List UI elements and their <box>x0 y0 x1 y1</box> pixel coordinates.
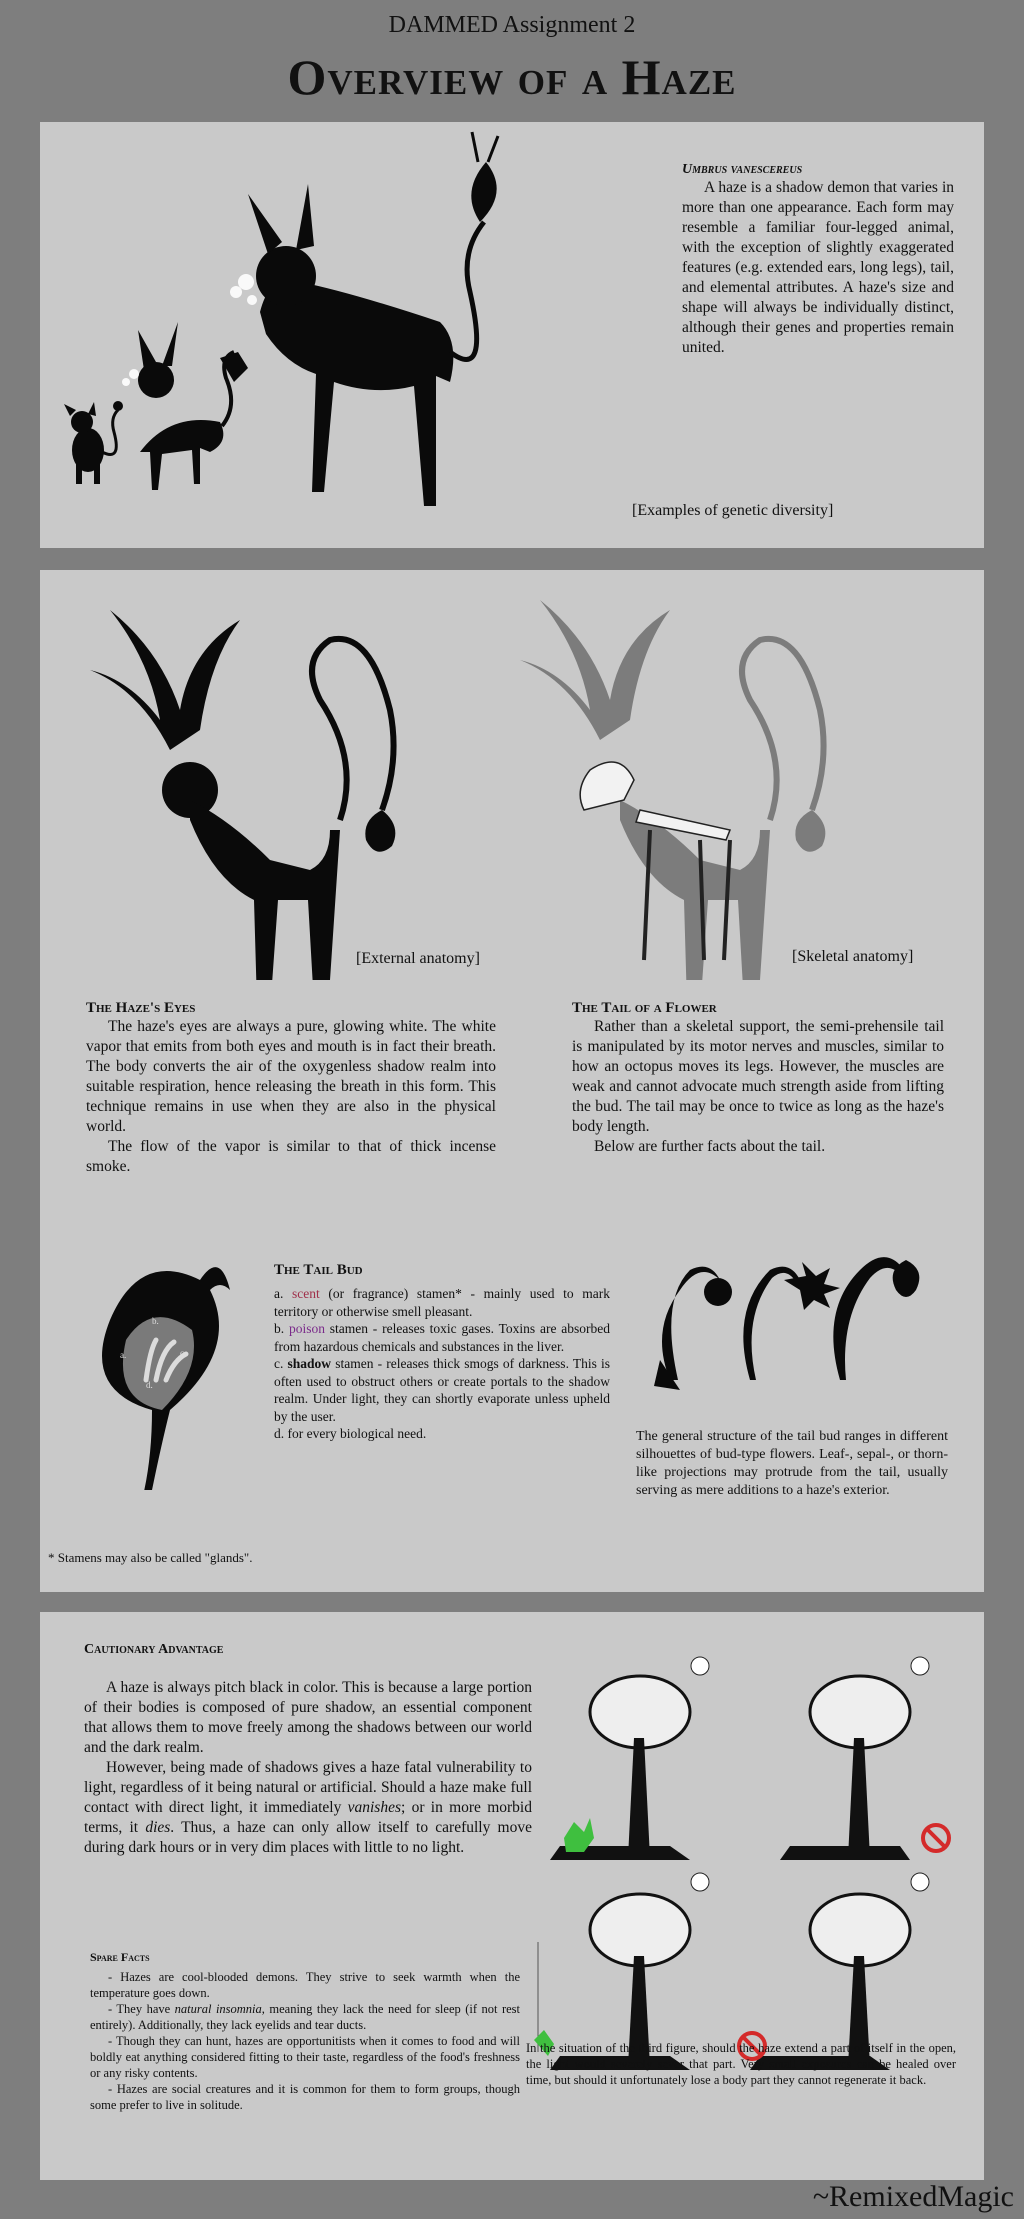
bud-structure-text: The general structure of the tail bud ranges in different silhouettes of bud-type flowers. Leaf-, sepal-, or thorn-like projections may protrude from the tail, usually serving as mere additions to a haze's exterior. <box>636 1429 948 1498</box>
caution-panel <box>40 1612 984 2180</box>
stamen-b: b. poison stamen - releases toxic gases. Toxins are absorbed from hazardous chemicals and substances in the liver. <box>274 1321 611 1354</box>
page-title: Overview of a Haze <box>287 49 737 105</box>
species-description <box>682 162 954 358</box>
poison-word: poison <box>288 1321 325 1336</box>
artist-signature: ~RemixedMagic <box>812 2180 1014 2213</box>
spare-facts-list: - Hazes are cool-blooded demons. They strive to seek warmth when the temperature goes down. - They have natural insomnia, meaning they lack the need for sleep (if not rest entirely). Additionally, they lack eyelids and tear ducts. - Though they can hunt, hazes are opportunitists when it comes to food and will boldly eat anything considered fitting to their taste, regardless of the food's freshness or any risky contents. - Hazes are social creatures and it is common for them to form groups, though some prefer to live in solitude. <box>90 1970 520 2112</box>
bud-silhouettes <box>640 1230 960 1390</box>
tail-bud-list <box>274 1285 610 1443</box>
vanishes-word: vanishes <box>347 1799 401 1816</box>
anatomy-illustration <box>60 590 960 980</box>
tail-bud-heading: The Tail Bud <box>274 1262 363 1278</box>
eyes-text: The haze's eyes are always a pure, glowing white. The white vapor that emits from both eyes and mouth is in fact their breath. The body converts the air of the oxygenless shadow realm into suitable respiration, hence releasing the breath in this form. This technique remains in use when they are also in the physical world. The flow of the vapor is similar to that of thick incense smoke. <box>86 1018 496 1175</box>
assignment-subtitle: DAMMED Assignment 2 <box>388 12 636 38</box>
bud-label-c: c. <box>180 1348 187 1358</box>
caution-text: A haze is always pitch black in color. This is because a large portion of their bodies is composed of pure shadow, an essential component that allows them to move freely among the shadows between our world and the dark realm. However, being made of shadows gives a haze fatal vulnerability to light, regardless of it being natural or artificial. Should a haze make full contact with direct light, it immediately vanishes; or in more morbid terms, it dies. Thus, a haze can only allow itself to carefully move during dark hours or in very dim places with little to no light. <box>84 1679 532 1856</box>
intro-panel <box>40 122 984 548</box>
tail-text: Rather than a skeletal support, the semi-prehensile tail is manipulated by its motor nerves and muscles, similar to how an octopus moves its legs. However, the muscles are weak and cannot advocate much strength aside from lifting the bud. The tail may be once to twice as long as the haze's body length. Below are further facts about the tail. <box>572 1018 944 1155</box>
caution-heading: Cautionary Advantage <box>84 1642 224 1657</box>
anatomy-panel <box>40 570 984 1592</box>
skeletal-anatomy-caption: [Skeletal anatomy] <box>792 948 914 965</box>
scent-word: scent <box>292 1286 320 1301</box>
genetic-diversity-illustration <box>40 122 680 548</box>
stamen-a: a. scent (or fragrance) stamen* - mainly used to mark territory or otherwise smell pleasant. <box>274 1286 611 1319</box>
external-anatomy-silhouette <box>90 610 395 980</box>
bud-label-d: d. <box>146 1380 153 1390</box>
dies-word: dies <box>145 1819 171 1836</box>
stamen-d: d. for every biological need. <box>274 1426 427 1441</box>
figure-2 <box>780 1657 949 1860</box>
tail-section <box>572 1000 944 1157</box>
tail-heading: The Tail of a Flower <box>572 1000 717 1016</box>
bud-label-a: a. <box>120 1350 127 1360</box>
figure-1 <box>550 1657 709 1860</box>
skeletal-anatomy-silhouette <box>520 600 825 980</box>
diversity-caption: [Examples of genetic diversity] <box>632 502 834 519</box>
shadow-word: shadow <box>287 1356 332 1371</box>
intro-text: A haze is a shadow demon that varies in more than one appearance. Each form may resemble a familiar four-legged animal, with the exception of slightly exaggerated features (e.g. extended ears, long legs), tail, and elemental attributes. A haze's size and shape will always be individually distinct, although their genes and properties remain united. <box>682 179 954 356</box>
eyes-section <box>86 1000 496 1177</box>
bud-label-b: b. <box>152 1316 159 1326</box>
species-name: Umbrus vanescereus <box>682 162 803 177</box>
stamen-footnote: * Stamens may also be called "glands". <box>48 1550 253 1565</box>
tail-bud-section <box>274 1262 610 1443</box>
figure-caption: In the situation of the third figure, should the haze extend a part of itself in the open, the light would severely sever that part. Very small exposures can be healed over time, but should it unfortunately lose a body part they cannot regenerate it back. <box>526 2041 956 2087</box>
stamen-c: c. shadow stamen - releases thick smogs of darkness. This is often used to obstruct others or create portals to the shadow realm. Under light, they can shortly evaporate unless upheld by the user. <box>274 1356 611 1424</box>
eyes-heading: The Haze's Eyes <box>86 1000 196 1016</box>
spare-facts-heading: Spare Facts <box>90 1950 150 1964</box>
spare-facts <box>90 1950 520 2113</box>
light-vulnerability-figures <box>530 1642 970 2082</box>
external-anatomy-caption: [External anatomy] <box>356 950 480 967</box>
tail-bud-diagram <box>80 1260 240 1490</box>
